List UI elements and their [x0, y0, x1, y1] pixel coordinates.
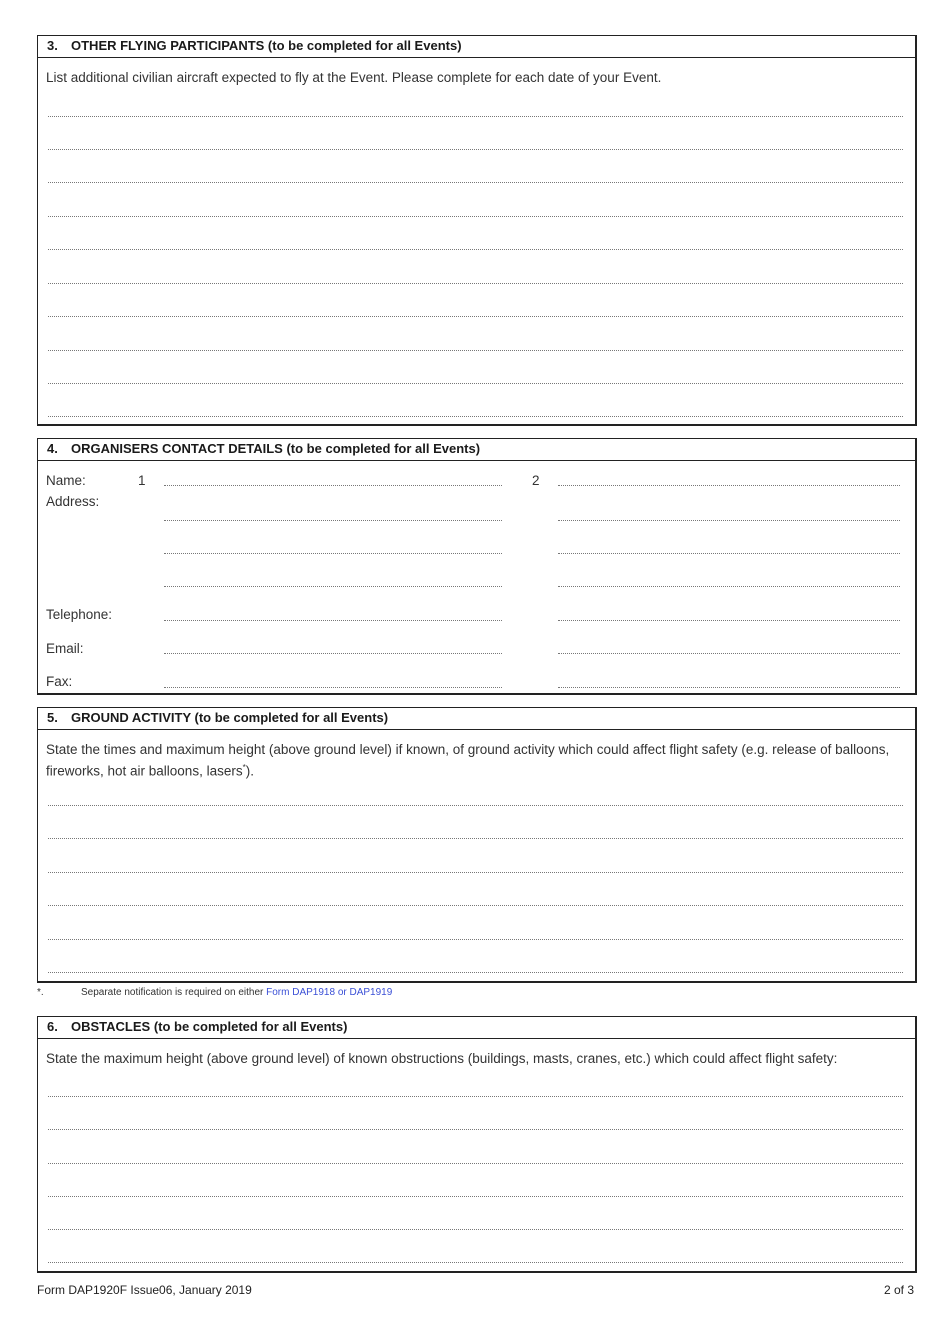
- footnote: [37, 987, 392, 998]
- contact-1-telephone-field[interactable]: [164, 620, 502, 621]
- entry-line-9[interactable]: [48, 383, 903, 384]
- form-reference: Form DAP1920F Issue06, January 2019: [37, 1283, 252, 1297]
- instructions-end: ).: [245, 763, 254, 779]
- contact-2-email-field[interactable]: [558, 653, 900, 654]
- entry-line-8[interactable]: [48, 350, 903, 351]
- section-number: 5.: [47, 710, 58, 725]
- contact-1-address-line-2[interactable]: [164, 553, 502, 554]
- footnote-text: Separate notification is required on either: [81, 987, 267, 998]
- entry-line-2[interactable]: [48, 1129, 903, 1130]
- contact-2-number: 2: [532, 473, 540, 488]
- footnote-mark: *.: [37, 987, 44, 998]
- contact-2-name-field[interactable]: [558, 485, 900, 486]
- section-instructions: List additional civilian aircraft expected to fly at the Event. Please complete for each date of your Event.: [46, 70, 662, 85]
- entry-line-3[interactable]: [48, 872, 903, 873]
- footnote-marker: *: [242, 763, 246, 772]
- contact-1-fax-field[interactable]: [164, 687, 502, 688]
- page-number: 2 of 3: [883, 1283, 914, 1297]
- section-instructions: [46, 741, 903, 781]
- contact-2-fax-field[interactable]: [558, 687, 900, 688]
- contact-2-address-line-1[interactable]: [558, 520, 900, 521]
- email-label: Email:: [46, 641, 84, 656]
- section-title: OTHER FLYING PARTICIPANTS (to be completed for all Events): [71, 38, 462, 53]
- entry-line-3[interactable]: [48, 1163, 903, 1164]
- section-header: [38, 439, 915, 461]
- section-number: 3.: [47, 38, 58, 53]
- contact-1-address-line-3[interactable]: [164, 586, 502, 587]
- entry-line-5[interactable]: [48, 939, 903, 940]
- dap1918-dap1919-link[interactable]: Form DAP1918 or DAP1919: [266, 987, 393, 998]
- section-title: GROUND ACTIVITY (to be completed for all Events): [71, 710, 389, 725]
- contact-2-address-line-3[interactable]: [558, 586, 900, 587]
- entry-line-4[interactable]: [48, 1196, 903, 1197]
- contact-1-address-line-1[interactable]: [164, 520, 502, 521]
- entry-line-2[interactable]: [48, 149, 903, 150]
- entry-line-3[interactable]: [48, 182, 903, 183]
- contact-1-name-field[interactable]: [164, 485, 502, 486]
- telephone-label: Telephone:: [46, 607, 113, 622]
- section-header: [38, 36, 915, 58]
- entry-line-1[interactable]: [48, 116, 903, 117]
- entry-line-1[interactable]: [48, 805, 903, 806]
- contact-2-telephone-field[interactable]: [558, 620, 900, 621]
- address-label: Address:: [46, 494, 100, 509]
- section-title: ORGANISERS CONTACT DETAILS (to be completed for all Events): [71, 441, 481, 456]
- section-number: 4.: [47, 441, 58, 456]
- section-header: [38, 1017, 915, 1039]
- entry-line-4[interactable]: [48, 905, 903, 906]
- entry-line-10[interactable]: [48, 416, 903, 417]
- contact-1-email-field[interactable]: [164, 653, 502, 654]
- section-ground-activity: [37, 707, 917, 983]
- entry-line-1[interactable]: [48, 1096, 903, 1097]
- instructions-text: State the times and maximum height (above ground level) if known, of ground activity which could affect flight safety (e.g. release of balloons, fireworks, hot air balloons, lasers: [46, 742, 890, 779]
- entry-line-6[interactable]: [48, 972, 903, 973]
- section-instructions: State the maximum height (above ground level) of known obstructions (buildings, masts, cranes, etc.) which could affect flight safety:: [46, 1051, 838, 1066]
- entry-line-5[interactable]: [48, 249, 903, 250]
- section-number: 6.: [47, 1019, 58, 1034]
- fax-label: Fax:: [46, 674, 73, 689]
- section-other-flying-participants: [37, 35, 917, 426]
- entry-line-6[interactable]: [48, 1262, 903, 1263]
- section-organisers-contact-details: [37, 438, 917, 695]
- contact-1-number: 1: [138, 473, 146, 488]
- section-obstacles: [37, 1016, 917, 1273]
- section-header: [38, 708, 915, 730]
- entry-line-7[interactable]: [48, 316, 903, 317]
- entry-line-4[interactable]: [48, 216, 903, 217]
- contact-2-address-line-2[interactable]: [558, 553, 900, 554]
- entry-line-6[interactable]: [48, 283, 903, 284]
- section-title: OBSTACLES (to be completed for all Events): [71, 1019, 348, 1034]
- entry-line-2[interactable]: [48, 838, 903, 839]
- entry-line-5[interactable]: [48, 1229, 903, 1230]
- name-label: Name:: [46, 473, 86, 488]
